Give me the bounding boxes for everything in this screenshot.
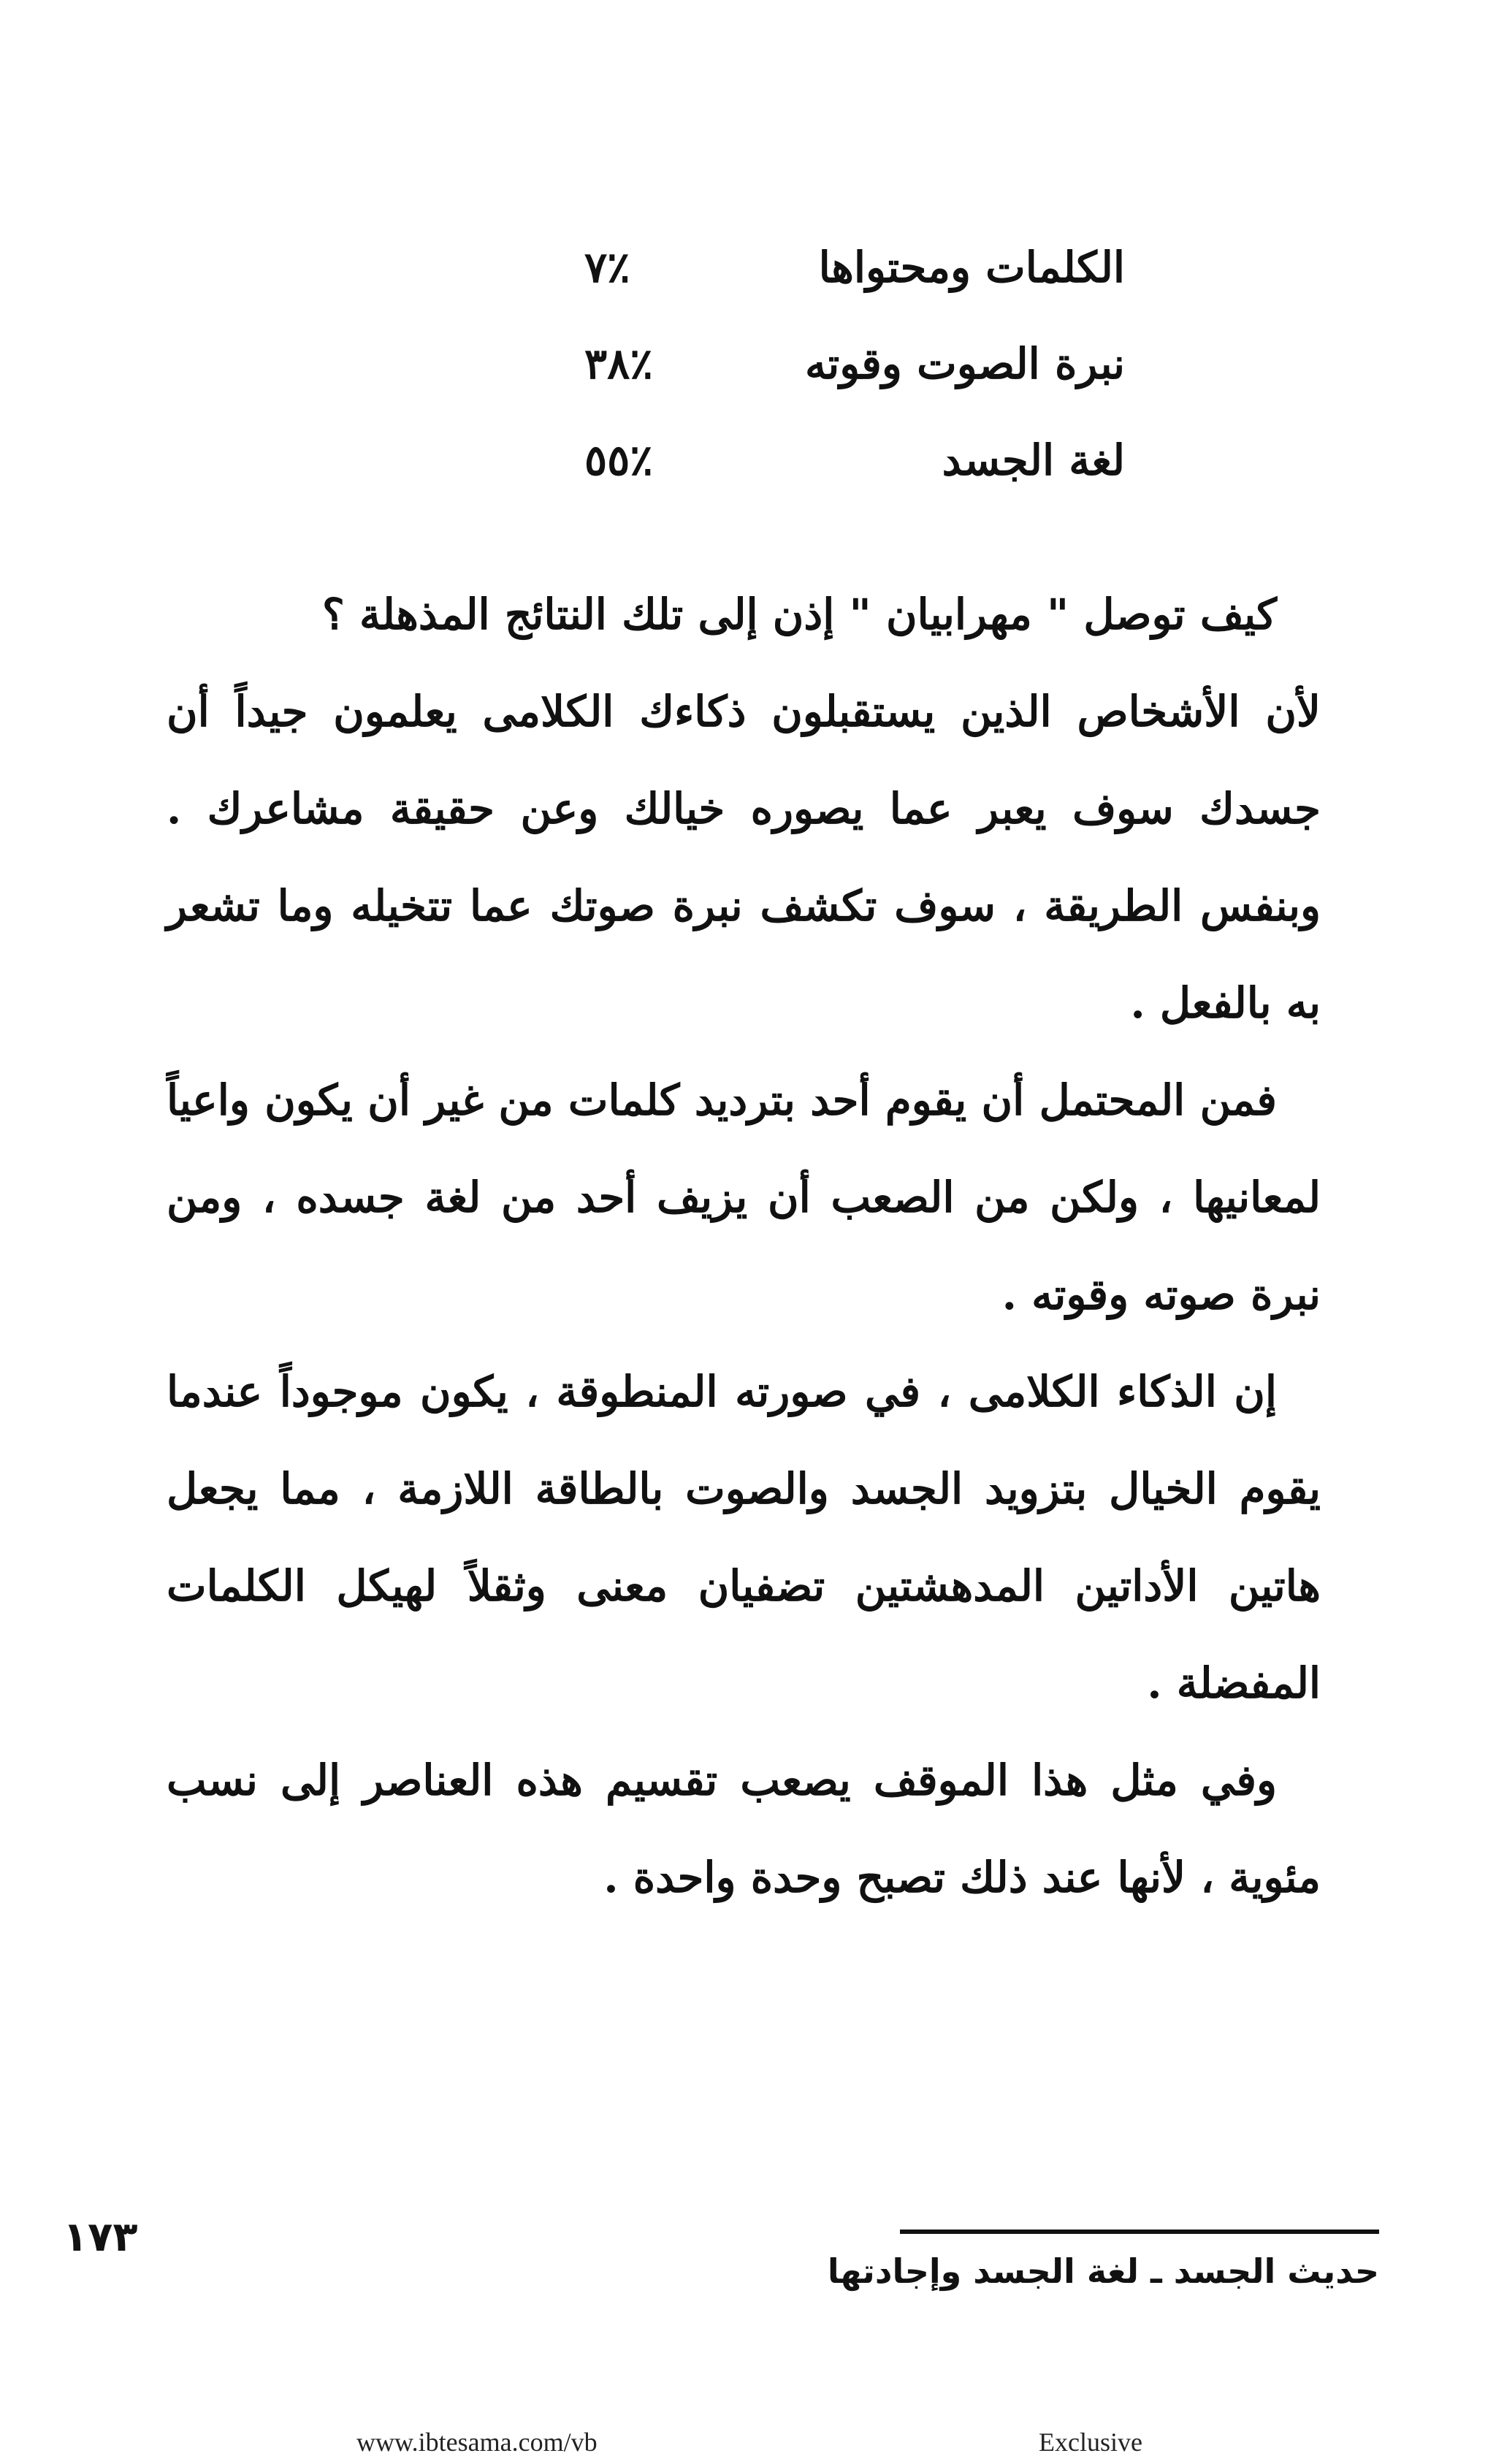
body-text bbox=[167, 566, 1321, 1926]
communication-percentages bbox=[555, 219, 1125, 508]
watermark-url: www.ibtesama.com/vb bbox=[356, 2427, 598, 2457]
stat-value: ٪٣٨ bbox=[584, 339, 653, 389]
paragraph: إن الذكاء الكلامى ، في صورته المنطوقة ، يكون موجوداً عندما يقوم الخيال بتزويد الجسد والصوت بالطاقة اللازمة ، مما يجعل هاتين الأداتين المدهشتين تضفيان معنى وثقلاً لهيكل الكلمات المفضلة . bbox=[167, 1367, 1321, 1708]
paragraph: لأن الأشخاص الذين يستقبلون ذكاءك الكلامى يعلمون جيداً أن جسدك سوف يعبر عما يصوره خيالك وعن حقيقة مشاعرك . وبنفس الطريقة ، سوف تكشف نبرة صوتك عما تتخيله وما تشعر به بالفعل . bbox=[167, 687, 1321, 1028]
paragraph-question: كيف توصل " مهرابيان " إذن إلى تلك النتائج المذهلة ؟ bbox=[322, 590, 1277, 639]
stat-value: ٪٧ bbox=[584, 243, 630, 292]
stat-row-words bbox=[555, 219, 1125, 316]
stat-value: ٪٥٥ bbox=[584, 435, 653, 485]
page-number: ١٧٣ bbox=[63, 2213, 138, 2261]
running-title: حديث الجسد ـ لغة الجسد وإجادتها bbox=[827, 2251, 1379, 2291]
paragraph: فمن المحتمل أن يقوم أحد بترديد كلمات من غير أن يكون واعياً لمعانيها ، ولكن من الصعب أن يزيف أحد من لغة جسده ، ومن نبرة صوته وقوته . bbox=[167, 1075, 1321, 1319]
stat-label: لغة الجسد bbox=[942, 435, 1125, 485]
stat-row-voice bbox=[555, 316, 1125, 412]
stat-label: نبرة الصوت وقوته bbox=[804, 339, 1125, 389]
paragraph: وفي مثل هذا الموقف يصعب تقسيم هذه العناصر إلى نسب مئوية ، لأنها عند ذلك تصبح وحدة واحدة . bbox=[167, 1755, 1321, 1902]
footer-divider bbox=[900, 2230, 1379, 2234]
stat-label: الكلمات ومحتواها bbox=[818, 243, 1125, 292]
stat-row-body bbox=[555, 412, 1125, 508]
watermark-label: Exclusive bbox=[1039, 2427, 1142, 2457]
